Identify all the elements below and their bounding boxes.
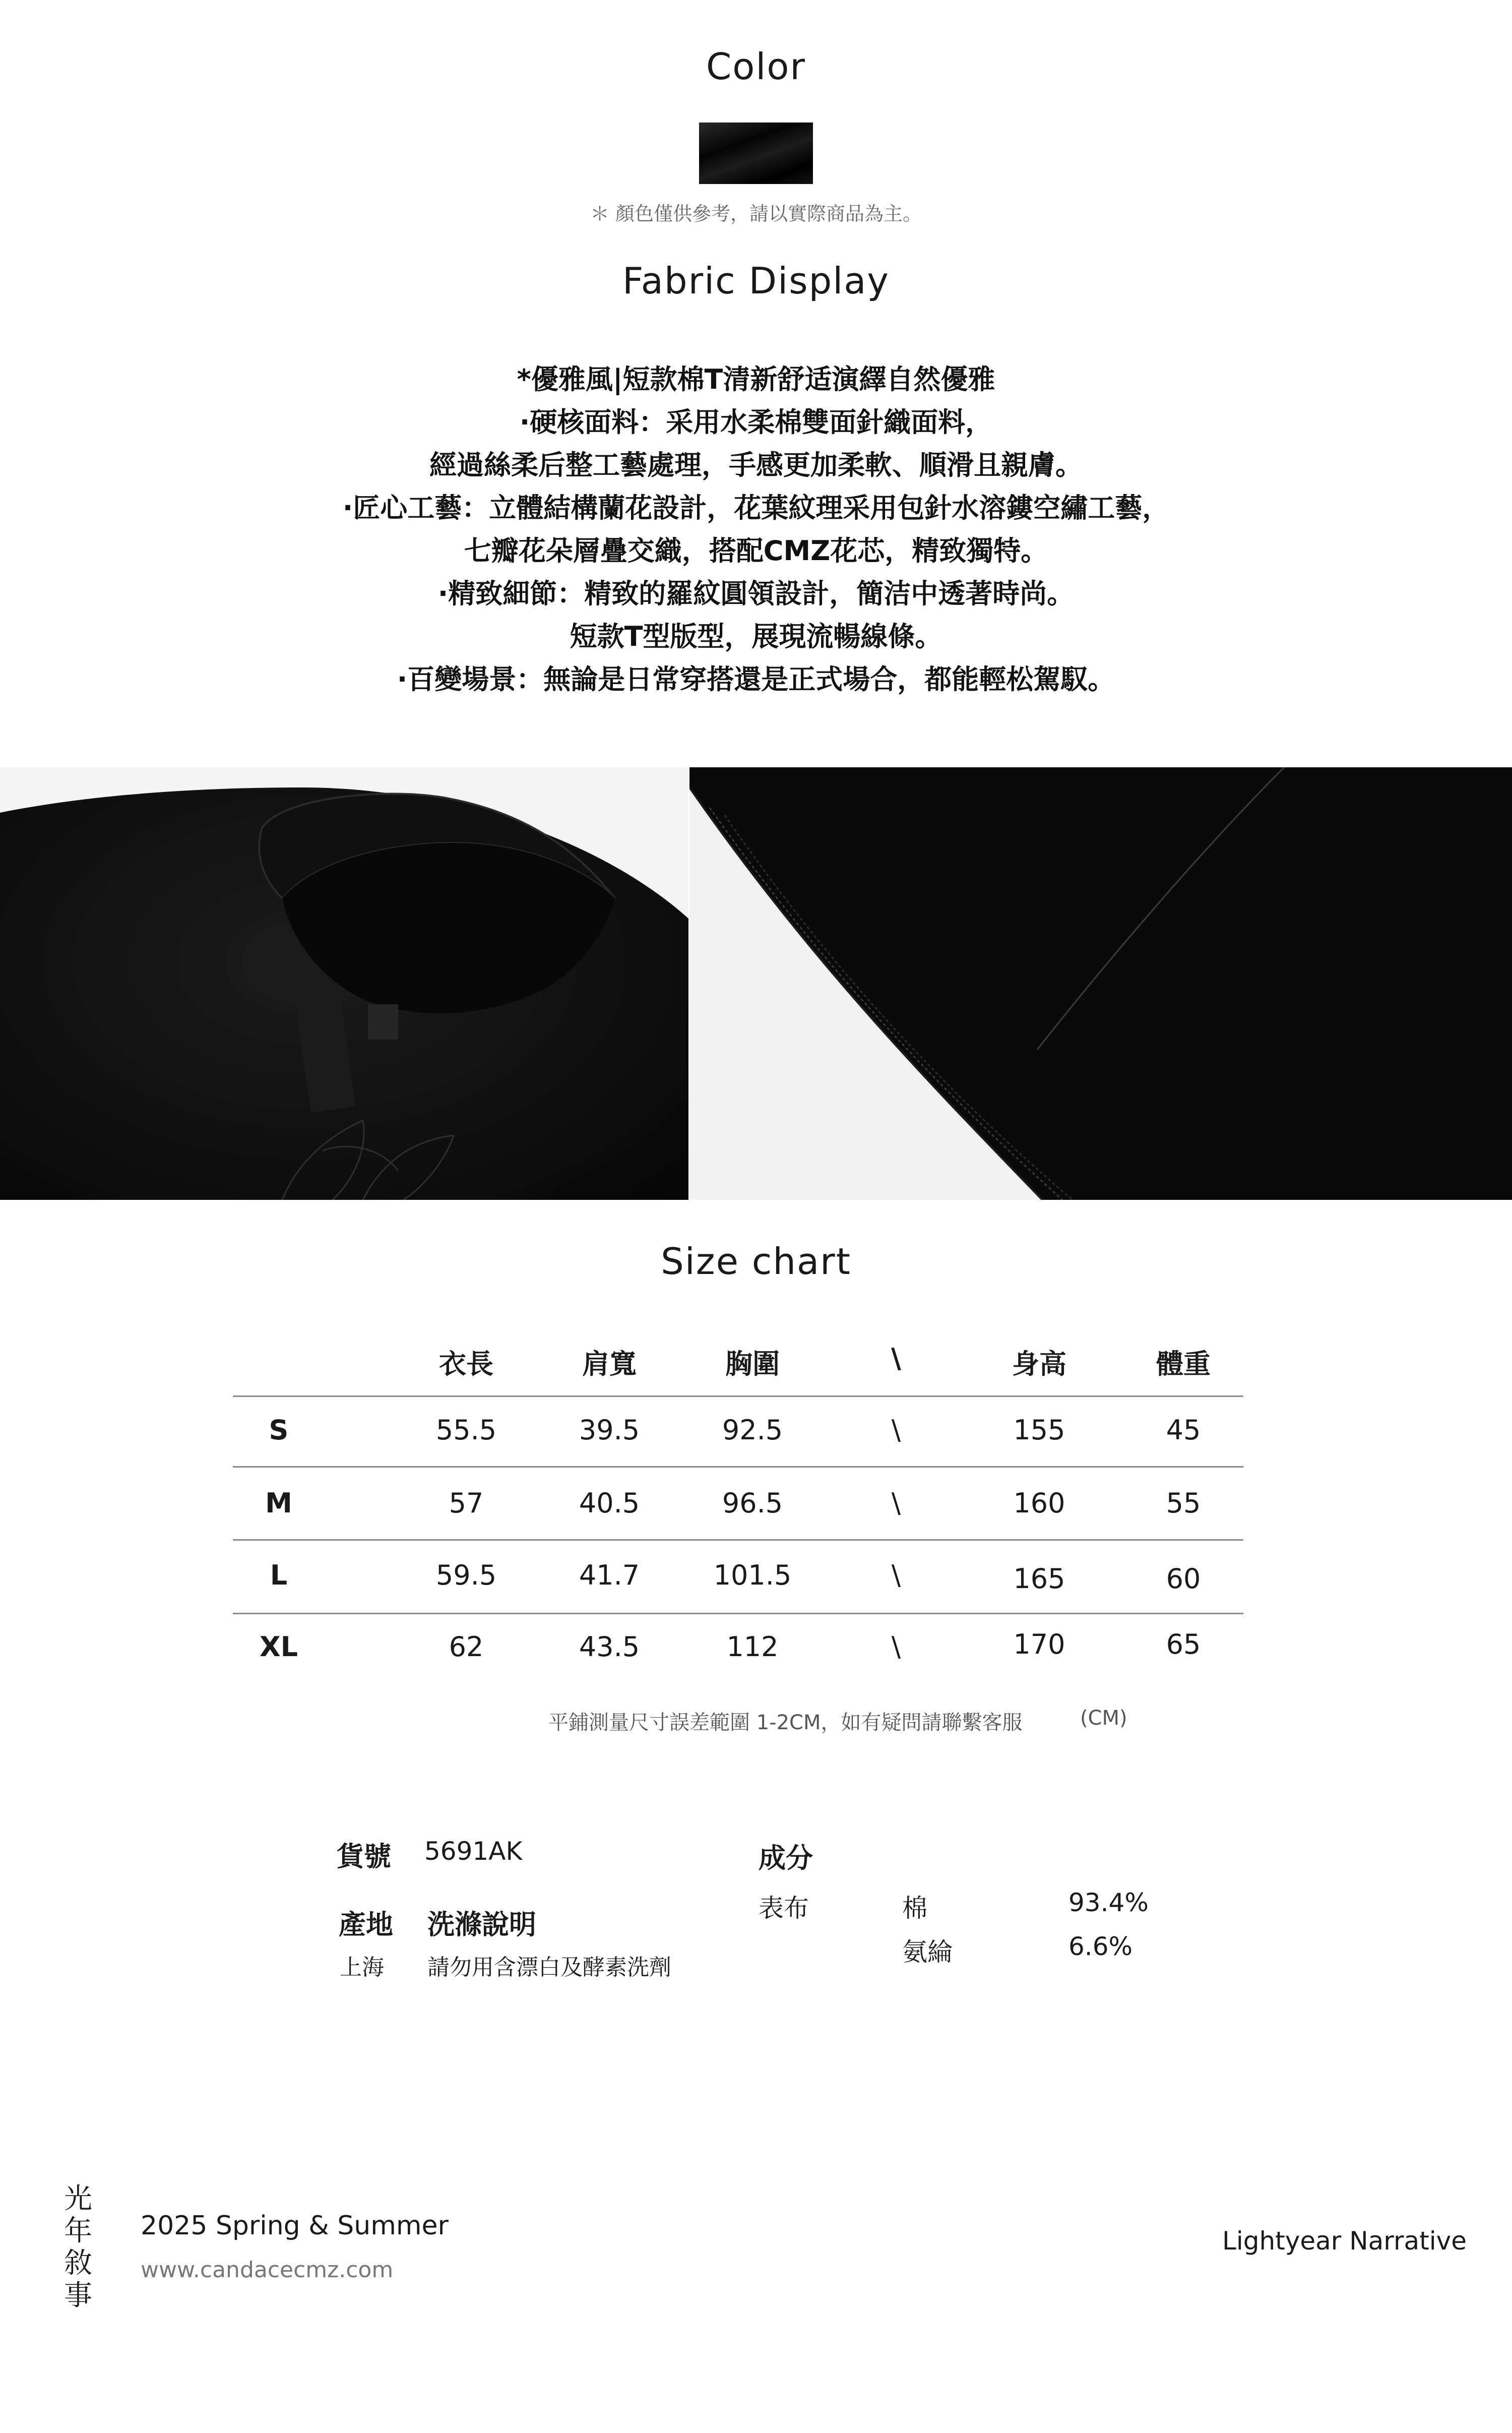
fabric-line: ·百變場景：無論是日常穿搭還是正式場合，都能輕松駕馭。 xyxy=(397,663,1115,695)
table-cell: 62 xyxy=(449,1631,484,1663)
origin-label: 產地 xyxy=(339,1909,393,1940)
fabric-line: ·匠心工藝：立體結構蘭花設計，花葉紋理采用包針水溶鏤空繡工藝， xyxy=(342,492,1170,524)
table-cell: 92.5 xyxy=(722,1414,783,1446)
table-cell: 57 xyxy=(449,1487,484,1519)
col-header-separator: \ xyxy=(891,1343,901,1374)
brand-char: 事 xyxy=(64,2279,92,2312)
table-cell: 43.5 xyxy=(579,1631,640,1663)
material-percent: 93.4% xyxy=(1068,1888,1149,1917)
table-cell: 41.7 xyxy=(579,1559,640,1591)
size-chart-title: Size chart xyxy=(661,1240,851,1283)
table-divider xyxy=(233,1466,1243,1468)
col-header-height: 身高 xyxy=(1012,1348,1066,1380)
table-divider xyxy=(233,1539,1243,1541)
season-text: 2025 Spring & Summer xyxy=(141,2211,449,2241)
row-label-m: M xyxy=(265,1487,292,1519)
website-link[interactable]: www.candacecmz.com xyxy=(141,2257,394,2283)
fabric-title: Fabric Display xyxy=(622,260,890,302)
table-cell: \ xyxy=(891,1487,901,1519)
fabric-description xyxy=(0,358,1512,701)
brand-vertical-text xyxy=(63,2183,93,2312)
table-cell: \ xyxy=(891,1414,901,1446)
table-cell: 59.5 xyxy=(435,1559,497,1591)
fabric-line: ·精致細節：精致的羅紋圓領設計，簡洁中透著時尚。 xyxy=(437,578,1075,610)
table-cell: 39.5 xyxy=(579,1414,640,1446)
sku-label: 貨號 xyxy=(337,1841,391,1872)
table-cell: 55.5 xyxy=(435,1414,497,1446)
sku-value: 5691AK xyxy=(424,1837,523,1866)
brand-char: 年 xyxy=(64,2215,92,2247)
fabric-line: ·硬核面料：采用水柔棉雙面針織面料， xyxy=(519,406,993,438)
fabric-line: *優雅風|短款棉T清新舒适演繹自然優雅 xyxy=(517,363,995,395)
row-label-s: S xyxy=(269,1414,289,1446)
hem-detail-photo xyxy=(689,767,1512,1200)
size-unit: (CM) xyxy=(1080,1707,1127,1730)
table-cell: 160 xyxy=(1013,1487,1065,1519)
collar-detail-photo xyxy=(0,767,688,1200)
table-cell: 55 xyxy=(1166,1487,1201,1519)
table-cell: 112 xyxy=(726,1631,779,1663)
table-cell: 165 xyxy=(1013,1563,1065,1595)
col-header-weight: 體重 xyxy=(1156,1348,1211,1380)
table-cell: 101.5 xyxy=(713,1559,792,1591)
table-cell: 155 xyxy=(1013,1414,1065,1446)
material-name: 棉 xyxy=(902,1894,927,1923)
table-divider xyxy=(233,1613,1243,1614)
col-header-shoulder: 肩寬 xyxy=(582,1348,637,1380)
col-header-chest: 胸圍 xyxy=(725,1348,780,1380)
table-cell: \ xyxy=(891,1631,901,1663)
fabric-label: 表布 xyxy=(759,1894,809,1923)
table-cell: 65 xyxy=(1166,1628,1201,1660)
size-note: 平鋪測量尺寸誤差範圍 1-2CM，如有疑問請聯繫客服 xyxy=(548,1711,1023,1734)
table-cell: 40.5 xyxy=(579,1487,640,1519)
color-swatch-black[interactable] xyxy=(699,123,813,184)
origin-value: 上海 xyxy=(340,1955,384,1980)
table-divider xyxy=(233,1395,1243,1397)
col-header-length: 衣長 xyxy=(439,1348,493,1380)
table-cell: 96.5 xyxy=(722,1487,783,1519)
color-title: Color xyxy=(706,45,806,88)
wash-label: 洗滌說明 xyxy=(427,1909,536,1940)
fabric-line: 七瓣花朵層疊交織，搭配CMZ花芯，精致獨特。 xyxy=(464,535,1048,567)
brand-char: 敘 xyxy=(64,2247,92,2280)
material-name: 氨綸 xyxy=(902,1937,953,1967)
brand-char: 光 xyxy=(64,2182,92,2215)
color-note: ＊ 顏色僅供參考，請以實際商品為主。 xyxy=(590,203,922,225)
table-cell: \ xyxy=(891,1559,901,1591)
row-label-l: L xyxy=(270,1559,288,1591)
table-cell: 60 xyxy=(1166,1563,1201,1595)
fabric-line: 經過絲柔后整工藝處理，手感更加柔軟、順滑且親膚。 xyxy=(429,449,1083,481)
wash-value: 請勿用含漂白及酵素洗劑 xyxy=(427,1955,671,1980)
table-cell: 170 xyxy=(1013,1628,1065,1660)
composition-label: 成分 xyxy=(759,1842,813,1874)
row-label-xl: XL xyxy=(259,1631,298,1663)
fabric-line: 短款T型版型，展現流暢線條。 xyxy=(570,621,942,652)
brand-narrative: Lightyear Narrative xyxy=(1222,2226,1467,2256)
material-percent: 6.6% xyxy=(1068,1932,1133,1961)
table-cell: 45 xyxy=(1166,1414,1201,1446)
